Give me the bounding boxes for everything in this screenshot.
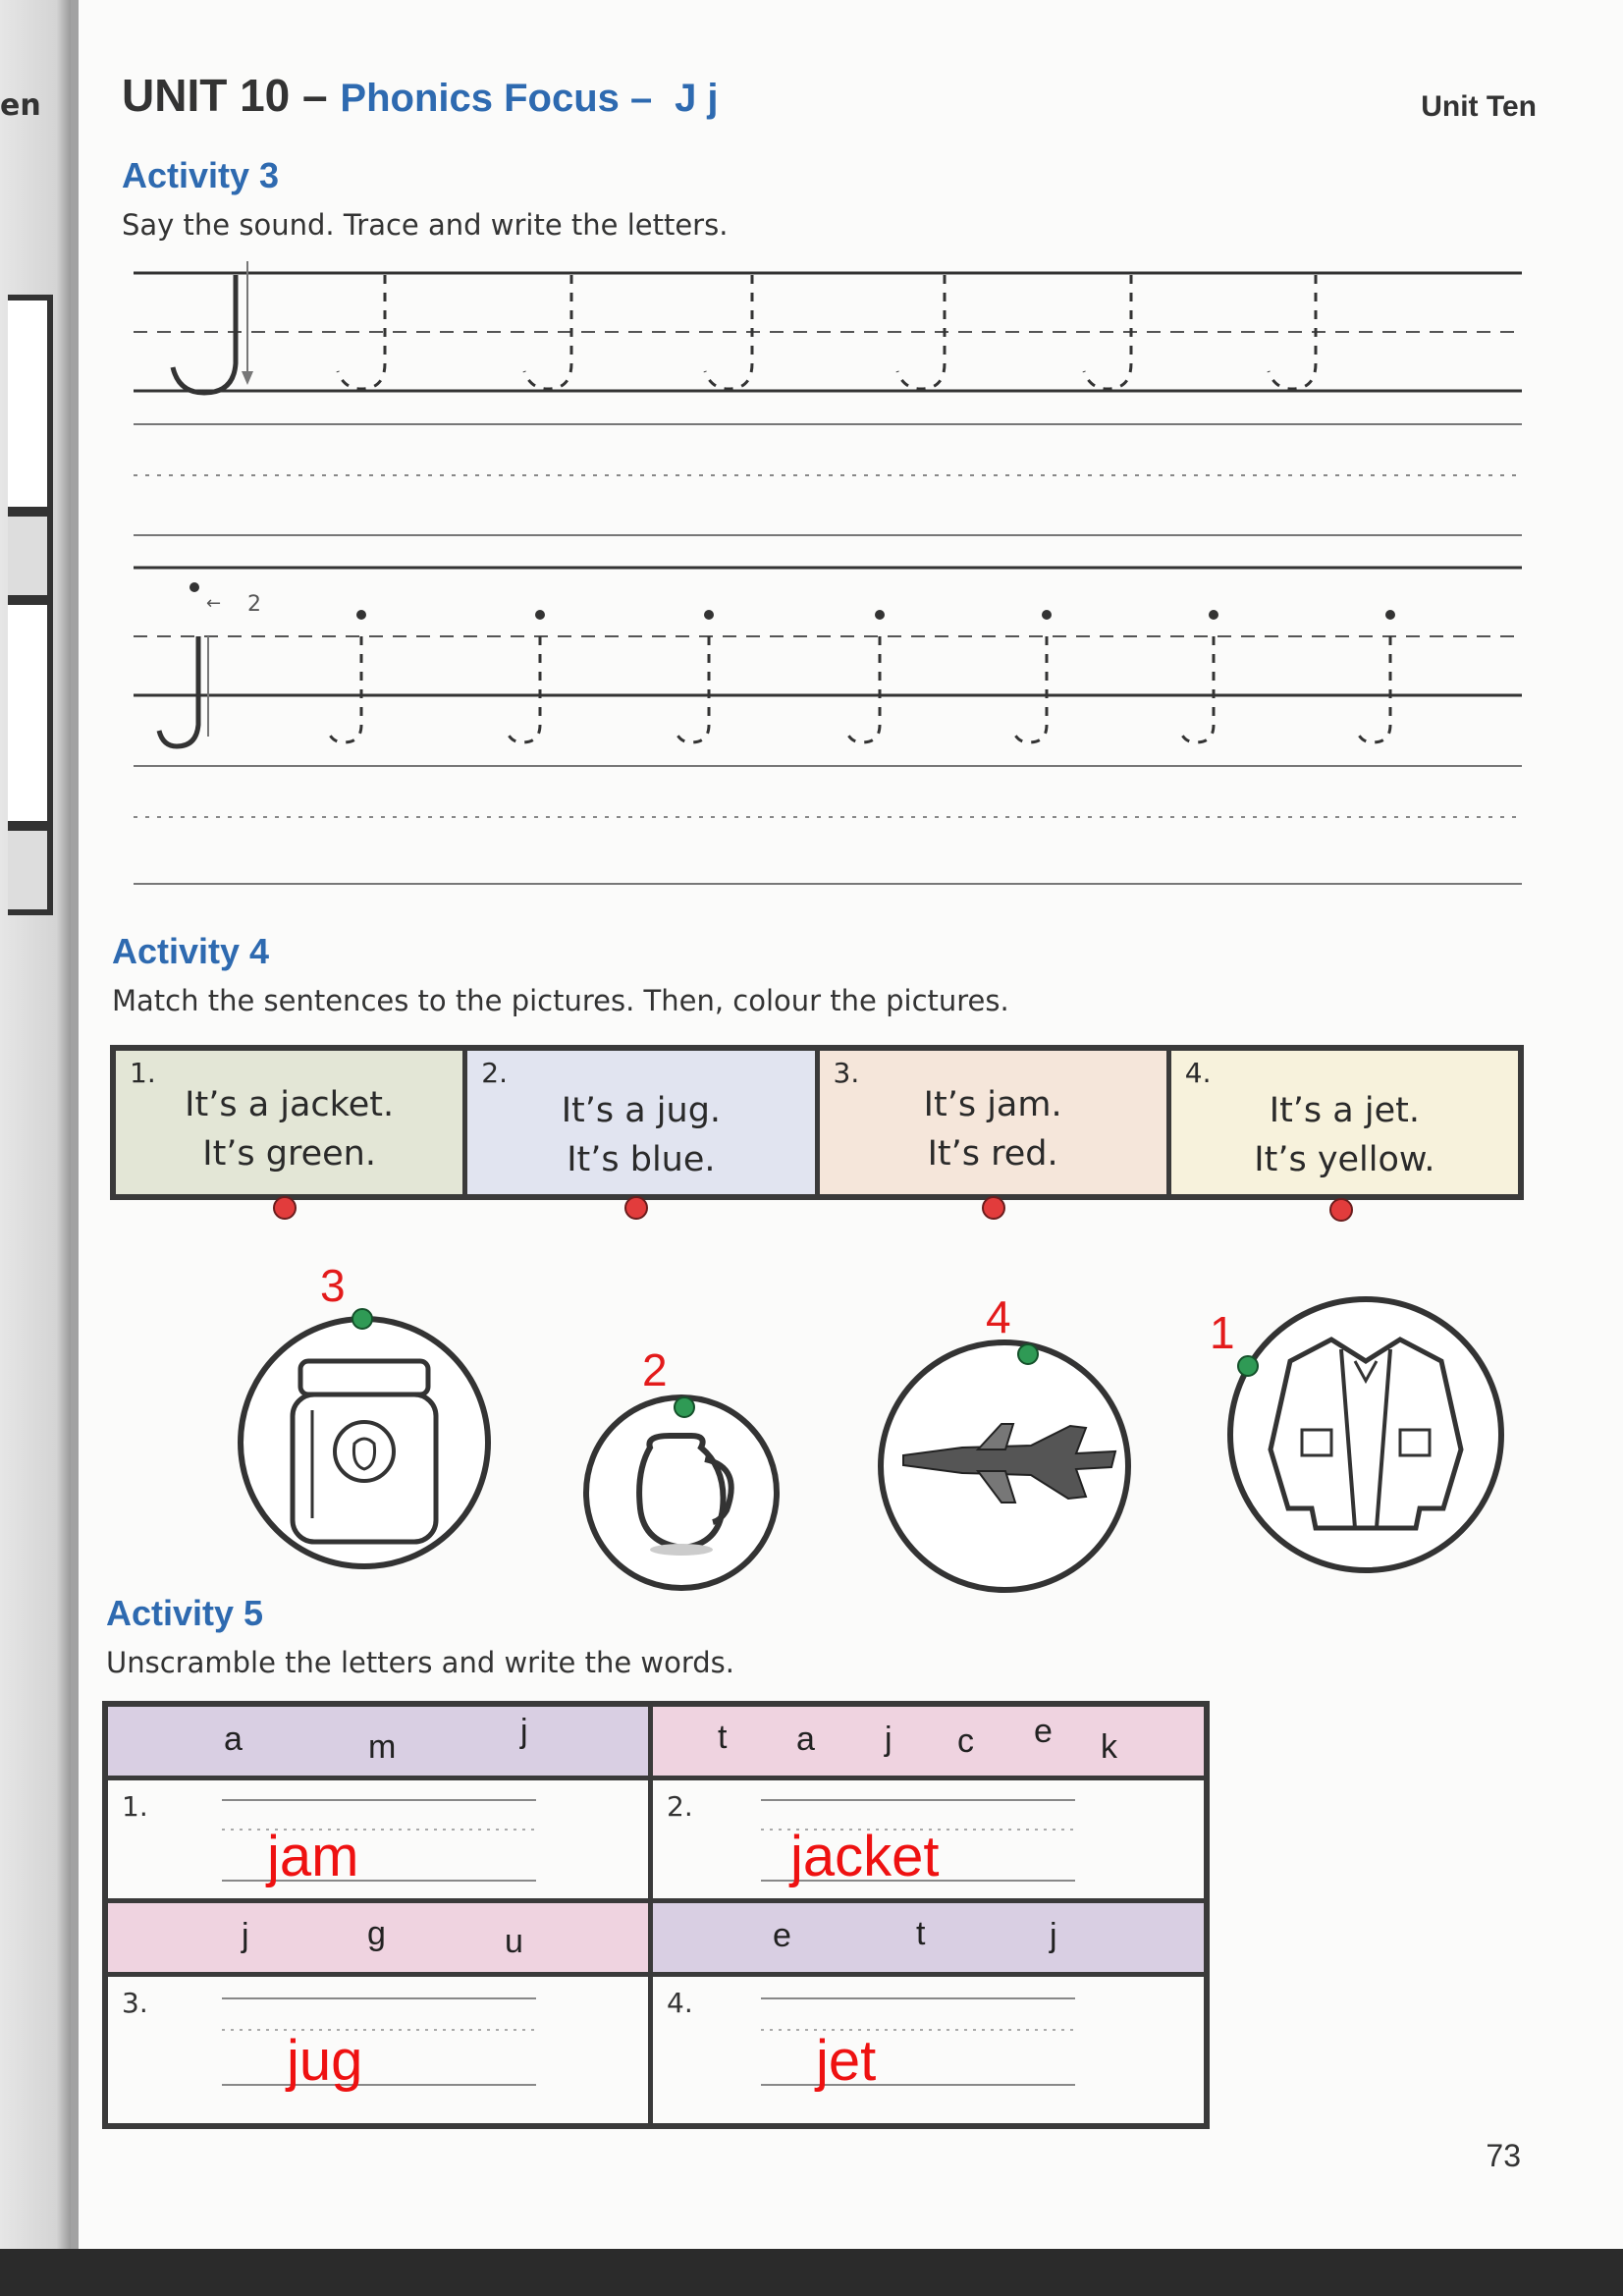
scrambled-letter: m: [368, 1728, 397, 1766]
margin-tab: [8, 295, 53, 513]
model-letter-J: [173, 275, 236, 393]
answer-row-2: [108, 1977, 1204, 2123]
activity-5-heading: Activity 5: [106, 1593, 264, 1633]
page-number: 73: [1486, 2138, 1521, 2173]
jacket-icon: [1233, 1302, 1498, 1567]
scrambled-letter: j: [242, 1917, 249, 1954]
picture-jam[interactable]: [238, 1316, 491, 1569]
scrambled-letter: j: [885, 1721, 893, 1758]
answer-lines: [761, 1996, 1075, 2095]
answer-cell-4[interactable]: [653, 1977, 1204, 2123]
jet-icon: [884, 1345, 1125, 1587]
match-dot-1[interactable]: [273, 1196, 297, 1220]
scrambled-letter: j: [1050, 1917, 1057, 1954]
sentence-line-2: It’s blue.: [567, 1140, 716, 1179]
activity-4-heading: Activity 4: [112, 931, 270, 971]
svg-text:←: ←: [206, 593, 222, 614]
scrambled-letter: a: [224, 1721, 243, 1758]
sentence-line-2: It’s yellow.: [1254, 1140, 1435, 1179]
match-dot-jam[interactable]: [352, 1308, 373, 1330]
sentence-text: [1171, 1086, 1518, 1184]
margin-tab: [8, 825, 53, 915]
match-number-jam: 3: [320, 1260, 346, 1311]
match-dot-jet[interactable]: [1017, 1343, 1039, 1365]
match-dot-jacket[interactable]: [1237, 1355, 1259, 1377]
sentence-line-2: It’s green.: [202, 1134, 376, 1174]
handwriting-practice-area[interactable]: [118, 246, 1532, 903]
scrambled-letters-3: [108, 1903, 653, 1972]
jug-icon: [589, 1400, 774, 1585]
answer-row-1: [108, 1780, 1204, 1903]
activity-4-instruction: Match the sentences to the pictures. Then, colour the pictures.: [112, 984, 1009, 1017]
model-letter-j: [159, 636, 198, 746]
title-dash: –: [302, 70, 328, 121]
scrambled-letter: e: [1034, 1713, 1053, 1750]
sentence-card-2[interactable]: [467, 1051, 819, 1194]
sentence-text: [820, 1080, 1166, 1178]
activity-5-instruction: Unscramble the letters and write the words.: [106, 1646, 734, 1679]
scrambled-letters-4: [653, 1903, 1204, 1972]
scrambled-letter: t: [718, 1719, 728, 1756]
match-dot-jug[interactable]: [674, 1396, 695, 1418]
unit-running-head: Unit Ten: [1421, 90, 1537, 123]
unscramble-table: [102, 1701, 1210, 2129]
scrambled-row-2: [108, 1903, 1204, 1977]
answer-number: 1.: [122, 1790, 148, 1823]
scrambled-letter: e: [773, 1917, 791, 1954]
answer-text: jacket: [790, 1825, 940, 1888]
jam-jar-icon: [243, 1322, 485, 1563]
scrambled-letter: t: [916, 1915, 926, 1952]
scrambled-row-1: [108, 1707, 1204, 1780]
answer-cell-2[interactable]: [653, 1780, 1204, 1898]
scrambled-letter: c: [957, 1722, 974, 1760]
sentence-text: [116, 1080, 462, 1178]
scrambled-letters-1: [108, 1707, 653, 1776]
picture-jacket[interactable]: [1227, 1296, 1504, 1573]
match-number-jacket: 1: [1210, 1307, 1235, 1358]
sentence-card-3[interactable]: [820, 1051, 1171, 1194]
match-number-jug: 2: [642, 1344, 668, 1395]
activity-3-heading: Activity 3: [122, 155, 280, 195]
sentence-line-1: It’s jam.: [923, 1085, 1062, 1124]
sentence-line-1: It’s a jug.: [561, 1091, 722, 1130]
answer-cell-3[interactable]: [108, 1977, 653, 2123]
margin-cutoff-text: en: [0, 88, 41, 123]
sentence-number: 3.: [833, 1057, 860, 1089]
sentence-card-1[interactable]: [116, 1051, 467, 1194]
sentence-strip: [110, 1045, 1524, 1200]
activity-3-instruction: Say the sound. Trace and write the letters.: [122, 208, 729, 242]
sentence-line-1: It’s a jacket.: [185, 1085, 395, 1124]
unit-label: UNIT 10: [122, 70, 291, 121]
scrambled-letter: a: [796, 1721, 815, 1758]
scrambled-letter: u: [505, 1923, 523, 1960]
answer-cell-1[interactable]: [108, 1780, 653, 1898]
match-dot-4[interactable]: [1329, 1198, 1353, 1222]
sentence-text: [467, 1086, 814, 1184]
margin-tab: [8, 511, 53, 601]
match-dot-2[interactable]: [624, 1196, 648, 1220]
scan-bottom-edge: [0, 2249, 1623, 2296]
scrambled-letter: g: [367, 1915, 386, 1952]
sentence-line-2: It’s red.: [927, 1134, 1058, 1174]
answer-text: jam: [267, 1825, 359, 1888]
stroke-hint: 2: [247, 592, 261, 617]
sentence-number: 2.: [481, 1057, 508, 1089]
match-number-jet: 4: [986, 1291, 1011, 1342]
picture-jet[interactable]: [878, 1339, 1131, 1593]
scrambled-letter: k: [1101, 1728, 1117, 1766]
sentence-number: 4.: [1184, 1057, 1212, 1089]
sentence-card-4[interactable]: [1171, 1051, 1518, 1194]
unit-title: [122, 69, 719, 122]
scrambled-letter: j: [520, 1713, 528, 1750]
sentence-line-1: It’s a jet.: [1269, 1091, 1420, 1130]
tracing-dots: [356, 610, 1395, 620]
unit-topic: Phonics Focus –: [340, 77, 653, 120]
match-dot-3[interactable]: [982, 1196, 1005, 1220]
margin-tab: [8, 599, 53, 827]
answer-text: jet: [816, 2029, 877, 2093]
answer-lines: [222, 1996, 536, 2095]
answer-text: jug: [287, 2029, 363, 2093]
answer-number: 4.: [667, 1987, 693, 2019]
answer-number: 3.: [122, 1987, 148, 2019]
sentence-number: 1.: [130, 1057, 156, 1089]
answer-number: 2.: [667, 1790, 693, 1823]
picture-jug[interactable]: [583, 1394, 780, 1591]
tracing-j-row: [328, 636, 1390, 742]
unit-letters: J j: [675, 77, 719, 120]
binding-gutter: [71, 0, 79, 2296]
scrambled-letters-2: [653, 1707, 1204, 1776]
